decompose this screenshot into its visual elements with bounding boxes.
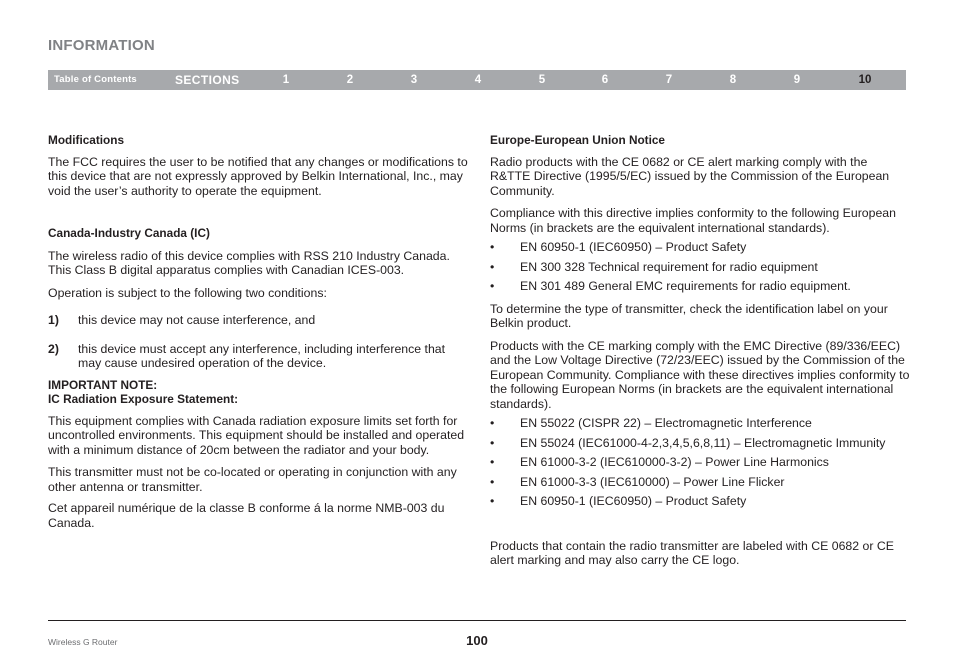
list-item xyxy=(490,260,910,275)
list-item-text: EN 60950-1 (IEC60950) – Product Safety xyxy=(520,494,747,508)
list-item xyxy=(490,475,910,490)
list-item xyxy=(490,279,910,294)
ic-heading: Canada-Industry Canada (IC) xyxy=(48,226,210,240)
condition-1-number: 1) xyxy=(48,313,59,327)
eu-text-1: Radio products with the CE 0682 or CE alert marking comply with the R&TTE Directive (1995/5/EC) issued by the Commission of the European Community. xyxy=(490,154,890,198)
list-item xyxy=(490,494,910,509)
list-item-text: EN 301 489 General EMC requirements for radio equipment. xyxy=(520,279,851,293)
table-of-contents-link[interactable]: Table of Contents xyxy=(54,74,137,85)
list-item-text: EN 61000-3-3 (IEC610000) – Power Line Flicker xyxy=(520,474,785,489)
list-item-text: EN 61000-3-2 (IEC610000-3-2) – Power Line Harmonics xyxy=(520,455,829,469)
eu-notice-heading: Europe-European Union Notice xyxy=(490,133,665,147)
list-item xyxy=(490,436,910,451)
section-link-1[interactable]: 1 xyxy=(282,74,290,86)
bullet: • xyxy=(490,455,495,469)
important-note-heading: IMPORTANT NOTE: xyxy=(48,377,158,392)
exposure-text: This equipment complies with Canada radiation exposure limits set forth for uncontrolled environments. This equipment should be installed and operated with a minimum distance of 20cm between the radiator and your body. xyxy=(48,413,465,457)
section-link-8[interactable]: 8 xyxy=(729,74,737,86)
french-compliance-text: Cet appareil numérique de la classe B conforme á la norme NMB-003 du Canada. xyxy=(48,501,445,530)
section-link-6[interactable]: 6 xyxy=(601,74,609,86)
list-item-text: EN 60950-1 (IEC60950) – Product Safety xyxy=(520,240,747,254)
list-item-text: EN 300 328 Technical requirement for radio equipment xyxy=(520,259,818,274)
list-item xyxy=(490,240,910,255)
page-number: 100 xyxy=(466,633,488,648)
bullet: • xyxy=(490,279,495,293)
list-item-text: EN 55024 (IEC61000-4-2,3,4,5,6,8,11) – Electromagnetic Immunity xyxy=(520,435,886,450)
section-link-3[interactable]: 3 xyxy=(410,74,418,86)
modifications-heading: Modifications xyxy=(48,133,125,147)
footer-divider xyxy=(48,620,906,621)
bullet: • xyxy=(490,240,495,254)
section-link-7[interactable]: 7 xyxy=(665,74,673,86)
section-link-2[interactable]: 2 xyxy=(346,74,354,86)
modifications-text: The FCC requires the user to be notified that any changes or modifications to this device that are not expressly approved by Belkin International, Inc., may void the user’s authority to operate the equipment. xyxy=(48,154,468,198)
eu-text-3: To determine the type of transmitter, check the identification label on your Belkin product. xyxy=(490,301,888,330)
condition-2-number: 2) xyxy=(48,341,59,356)
section-nav-bar xyxy=(48,70,906,90)
left-column xyxy=(48,133,468,530)
bullet: • xyxy=(490,259,495,274)
sections-label: SECTIONS xyxy=(175,73,240,87)
section-link-5[interactable]: 5 xyxy=(538,74,546,86)
list-item-text: EN 55022 (CISPR 22) – Electromagnetic Interference xyxy=(520,416,812,430)
ic-text: The wireless radio of this device complies with RSS 210 Industry Canada. This Class B digital apparatus complies with Canadian ICES-003. xyxy=(48,248,450,277)
bullet: • xyxy=(490,435,495,450)
right-column xyxy=(490,133,910,568)
eu-text-5: Products that contain the radio transmitter are labeled with CE 0682 or CE alert marking and may also carry the CE logo. xyxy=(490,538,894,567)
ic-radiation-heading: IC Radiation Exposure Statement: xyxy=(48,392,239,406)
section-link-9[interactable]: 9 xyxy=(793,74,801,86)
condition-2-text: this device must accept any interference, including interference that may cause undesired operation of the device. xyxy=(78,341,446,370)
section-title: INFORMATION xyxy=(48,37,155,54)
transmitter-text: This transmitter must not be co-located or operating in conjunction with any other antenna or transmitter. xyxy=(48,465,457,494)
condition-2 xyxy=(48,342,468,371)
section-link-4[interactable]: 4 xyxy=(474,74,482,86)
eu-text-2: Compliance with this directive implies conformity to the following European Norms (in brackets are the equivalent international standards). xyxy=(490,206,896,235)
bullet: • xyxy=(490,494,495,508)
eu-text-4: Products with the CE marking comply with the EMC Directive (89/336/EEC) and the Low Voltage Directive (72/23/EEC) issued by the Commission of the European Community. Compliance with these directives implies conformity to the following European Norms (in brackets are the equivalent international standards). xyxy=(490,338,910,411)
condition-1 xyxy=(48,313,468,328)
bullet: • xyxy=(490,416,495,430)
bullet: • xyxy=(490,474,495,489)
list-item xyxy=(490,416,910,431)
section-link-10-active[interactable]: 10 xyxy=(858,74,872,86)
footer-product-name: Wireless G Router xyxy=(48,637,118,647)
condition-1-text: this device may not cause interference, and xyxy=(78,313,316,327)
operation-text: Operation is subject to the following two conditions: xyxy=(48,285,327,300)
list-item xyxy=(490,455,910,470)
